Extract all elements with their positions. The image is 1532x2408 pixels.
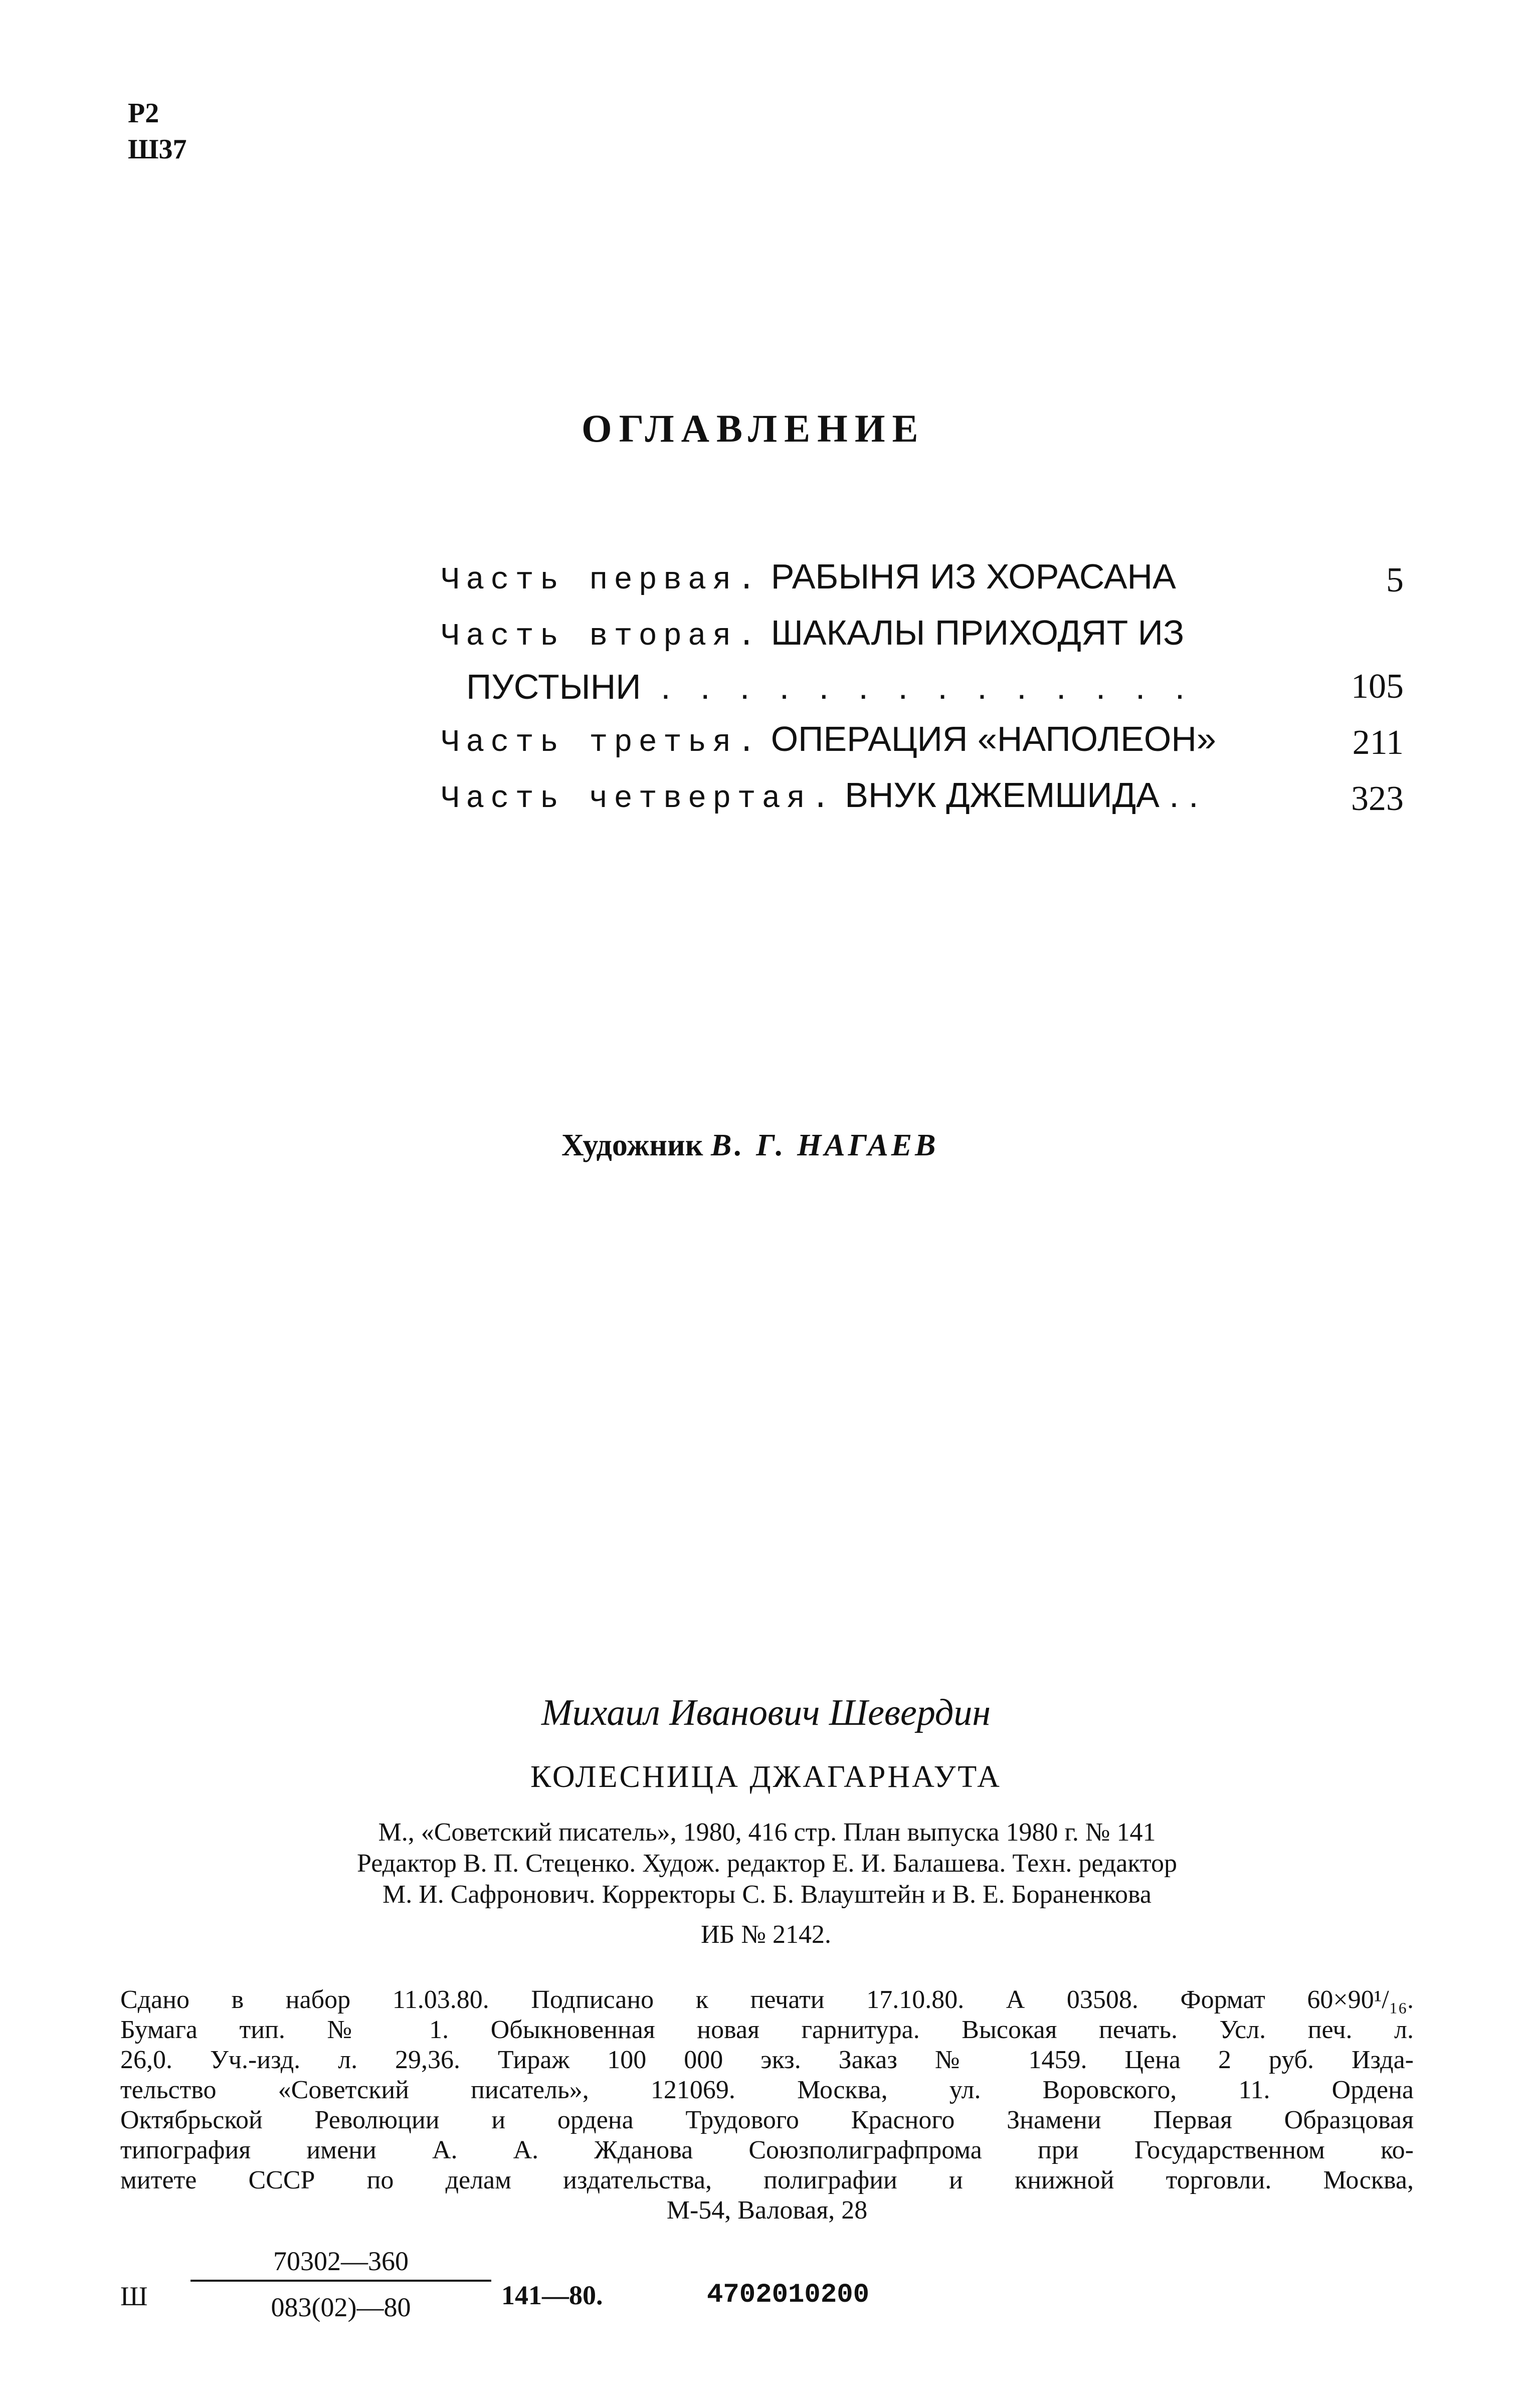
catalog-numerator: 70302—360	[190, 2246, 491, 2282]
toc-part-title-continuation: ПУСТЫНИ	[466, 667, 641, 706]
artist-name: В. Г. НАГАЕВ	[710, 1128, 939, 1162]
toc-title: ОГЛАВЛЕНИЕ	[582, 407, 925, 450]
toc-part-title: РАБЫНЯ ИЗ ХОРАСАНА	[771, 557, 1176, 596]
toc-page-number: 211	[1352, 723, 1404, 762]
toc-entry-part-3	[441, 714, 1414, 768]
toc-part-title: ШАКАЛЫ ПРИХОДЯТ ИЗ	[771, 613, 1185, 652]
print-line: Октябрьской Революции и ордена Трудового Красного Знамени Первая Образцовая	[120, 2106, 1414, 2134]
print-details	[120, 1985, 1414, 2226]
toc-page-number: 323	[1351, 779, 1404, 818]
ib-number: ИБ № 2142.	[700, 1920, 832, 1949]
book-title: КОЛЕСНИЦА ДЖАГАРНАУТА	[530, 1760, 1002, 1794]
credits-line: М., «Советский писатель», 1980, 416 стр. План выпуска 1980 г. № 141	[378, 1818, 1156, 1847]
toc-part-label: Часть четвертая.	[441, 781, 836, 817]
classification-code	[128, 95, 187, 167]
print-line: Сдано в набор 11.03.80. Подписано к печати 17.10.80. А 03508. Формат 60×90¹/₁₆.	[120, 1985, 1414, 2014]
classification-line-1: Р2	[128, 98, 159, 129]
publication-credits	[120, 1817, 1414, 1910]
catalog-letter: Ш	[120, 2281, 148, 2311]
table-of-contents	[441, 551, 1414, 826]
toc-part-label: Часть вторая.	[441, 619, 762, 654]
toc-entry-part-1	[441, 551, 1414, 606]
catalog-series: 141—80.	[501, 2280, 603, 2310]
print-line: Бумага тип. № 1. Обыкновенная новая гарнитура. Высокая печать. Усл. печ. л.	[120, 2016, 1414, 2044]
artist-label: Художник	[561, 1128, 703, 1162]
credits-line: Редактор В. П. Стеценко. Худож. редактор Е. И. Балашева. Техн. редактор	[357, 1849, 1177, 1878]
print-line: М-54, Валовая, 28	[666, 2196, 868, 2225]
print-line: митете СССР по делам издательства, полиграфии и книжной торговли. Москва,	[120, 2166, 1414, 2194]
toc-part-label: Часть первая.	[441, 562, 762, 598]
toc-leader-dots: . . . . . . . . . . . . . .	[661, 667, 1195, 706]
author-name: Михаил Иванович Шевердин	[541, 1692, 991, 1733]
toc-entry-part-4	[441, 770, 1414, 824]
classification-line-2: Ш37	[128, 134, 187, 165]
catalog-denominator: 083(02)—80	[271, 2292, 411, 2322]
toc-part-title: ОПЕРАЦИЯ «НАПОЛЕОН»	[771, 719, 1216, 758]
toc-part-label: Часть третья.	[441, 725, 762, 760]
print-line: тельство «Советский писатель», 121069. Москва, ул. Воровского, 11. Ордена	[120, 2076, 1414, 2104]
toc-part-title: ВНУК ДЖЕМШИДА . .	[845, 775, 1199, 815]
artist-credit	[561, 1128, 939, 1163]
credits-line: М. И. Сафронович. Корректоры С. Б. Влауштейн и В. Е. Бораненкова	[382, 1880, 1152, 1909]
toc-page-number: 5	[1386, 561, 1404, 599]
print-line: 26,0. Уч.-изд. л. 29,36. Тираж 100 000 экз. Заказ № 1459. Цена 2 руб. Изда-	[120, 2046, 1414, 2074]
toc-page-number: 105	[1351, 667, 1404, 706]
toc-entry-part-2	[441, 608, 1414, 712]
catalog-code: 4702010200	[707, 2280, 870, 2310]
print-line: типография имени А. А. Жданова Союзполиграфпрома при Государственном ко-	[120, 2136, 1414, 2164]
